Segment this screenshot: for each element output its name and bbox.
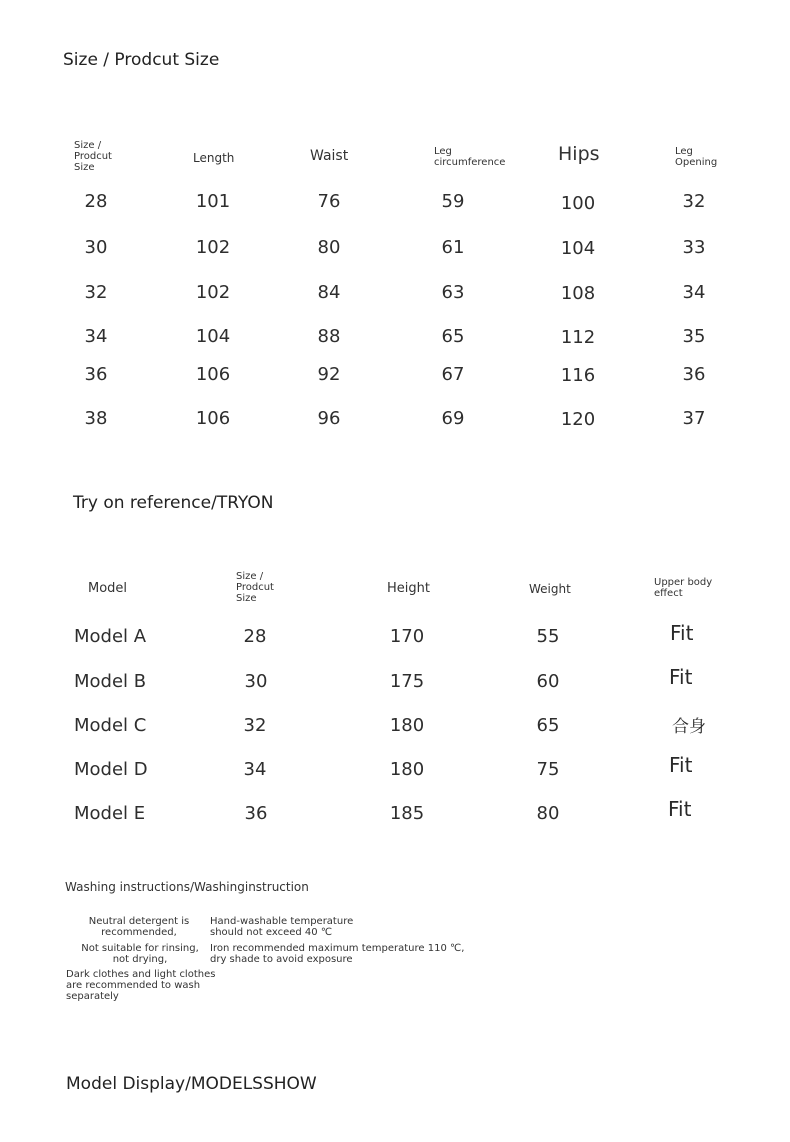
size-cell: 36 [682,364,706,385]
tryon-header-model: Model [88,581,128,596]
size-section-title: Size / Prodcut Size [63,50,220,70]
size-cell: 120 [560,409,596,430]
tryon-fit: 合身 [672,717,706,737]
size-cell: 101 [195,191,231,212]
size-cell: 80 [317,237,341,258]
tryon-cell: 65 [536,715,560,736]
washing-item: Iron recommended maximum temperature 110 ℃, dry shade to avoid exposure [210,943,465,965]
size-cell: 69 [441,408,465,429]
tryon-cell: 34 [243,759,267,780]
size-cell: 34 [84,326,108,347]
size-cell: 84 [317,282,341,303]
tryon-cell: 32 [243,715,267,736]
tryon-cell: 30 [244,671,268,692]
tryon-fit: Fit [668,797,692,821]
size-cell: 106 [195,364,231,385]
tryon-cell: 175 [389,671,425,692]
tryon-cell: 170 [389,626,425,647]
size-table-header-opening: Leg Opening [675,146,718,168]
size-table-header-hips: Hips [558,143,600,165]
tryon-cell: 185 [389,803,425,824]
size-cell: 28 [84,191,108,212]
size-cell: 36 [84,364,108,385]
size-cell: 30 [84,237,108,258]
size-cell: 102 [195,282,231,303]
tryon-cell: 75 [536,759,560,780]
size-cell: 76 [317,191,341,212]
size-cell: 116 [560,365,596,386]
size-cell: 37 [682,408,706,429]
size-cell: 32 [682,191,706,212]
size-cell: 34 [682,282,706,303]
model-display-title: Model Display/MODELSSHOW [66,1074,317,1094]
size-cell: 100 [560,193,596,214]
size-table-header-waist: Waist [310,148,349,164]
tryon-model-name: Model D [74,759,148,780]
size-cell: 88 [317,326,341,347]
tryon-cell: 36 [244,803,268,824]
tryon-cell: 80 [536,803,560,824]
size-cell: 59 [441,191,465,212]
tryon-header-size: Size / Prodcut Size [236,571,274,604]
size-cell: 33 [682,237,706,258]
size-cell: 92 [317,364,341,385]
tryon-cell: 180 [389,759,425,780]
tryon-cell: 180 [389,715,425,736]
tryon-fit: Fit [669,665,693,689]
size-cell: 104 [560,238,596,259]
size-cell: 106 [195,408,231,429]
tryon-header-effect: Upper body effect [654,577,713,599]
size-cell: 108 [560,283,596,304]
tryon-header-height: Height [387,581,430,596]
washing-section-title: Washing instructions/Washinginstruction [65,880,309,894]
tryon-model-name: Model E [74,803,146,824]
size-cell: 38 [84,408,108,429]
size-cell: 32 [84,282,108,303]
tryon-cell: 55 [536,626,560,647]
tryon-fit: Fit [669,753,693,777]
tryon-section-title: Try on reference/TRYON [73,493,274,513]
tryon-cell: 60 [536,671,560,692]
size-table-header-size: Size / Prodcut Size [74,140,112,173]
size-cell: 67 [441,364,465,385]
washing-item: Neutral detergent is recommended, [88,916,190,938]
size-cell: 61 [441,237,465,258]
size-cell: 63 [441,282,465,303]
size-cell: 102 [195,237,231,258]
washing-item: Dark clothes and light clothes are recommended to wash separately [66,969,216,1002]
tryon-model-name: Model C [74,715,147,736]
size-cell: 112 [560,327,596,348]
size-cell: 65 [441,326,465,347]
tryon-model-name: Model B [74,671,147,692]
washing-item: Not suitable for rinsing, not drying, [81,943,199,965]
washing-item: Hand-washable temperature should not exceed 40 ℃ [210,916,354,938]
size-table-header-length: Length [193,151,235,165]
tryon-model-name: Model A [74,626,147,647]
size-cell: 96 [317,408,341,429]
tryon-cell: 28 [243,626,267,647]
tryon-header-weight: Weight [529,582,571,596]
size-cell: 104 [195,326,231,347]
tryon-fit: Fit [670,621,694,645]
size-table-header-leg: Leg circumference [434,146,506,168]
size-cell: 35 [682,326,706,347]
